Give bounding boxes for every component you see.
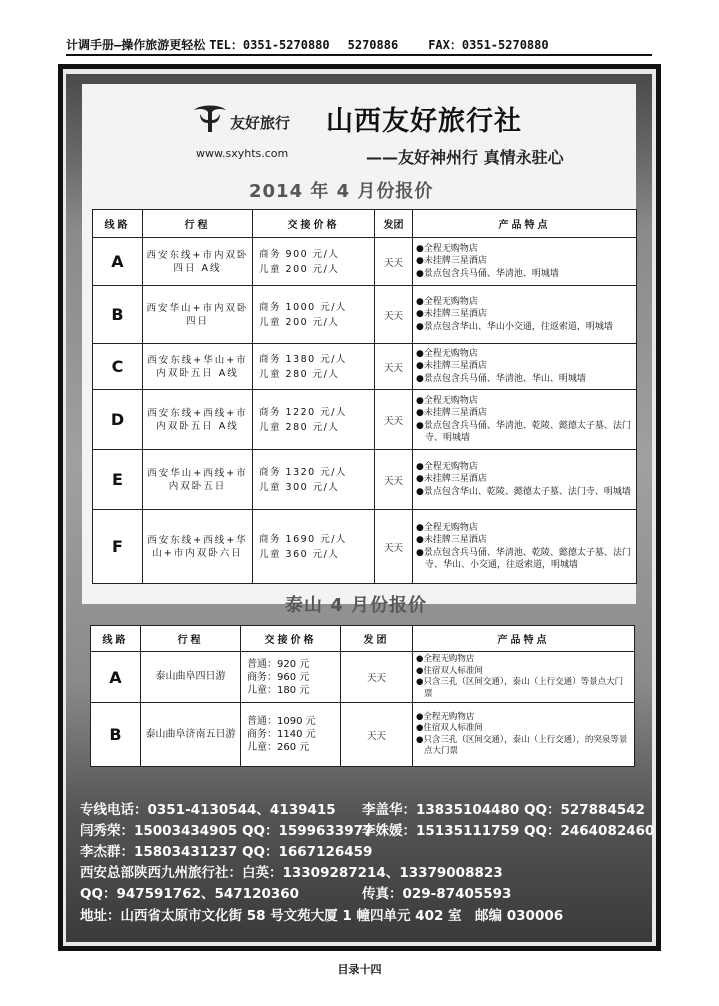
- page-number: 目录十四: [337, 963, 382, 976]
- tel-number-1: 0351-5270880: [242, 38, 330, 52]
- business-price: 商务：960 元: [247, 671, 310, 683]
- depart-cell: 天天: [375, 238, 413, 286]
- child-price: 儿童 200 元/人: [259, 316, 340, 328]
- fax-contact: 传真：029-87405593: [362, 886, 512, 902]
- feature-item: ●全程无购物店: [416, 654, 475, 664]
- qq-contact: QQ：947591762、547120360: [80, 886, 300, 902]
- business-price: 商务：1140 元: [247, 729, 316, 740]
- line-code: A: [91, 652, 141, 703]
- adult-price: 商务 1690 元/人: [259, 533, 347, 545]
- adult-price: 商务 1000 元/人: [259, 301, 347, 313]
- adult-price: 商务 1320 元/人: [259, 466, 347, 478]
- feature-item: ●景点包含兵马俑、华清池、明城墙: [416, 268, 559, 279]
- tel-label: TEL：: [209, 38, 243, 52]
- table-header-row: [91, 626, 635, 652]
- feature-item: ●全程无购物店: [416, 243, 478, 254]
- line-code: B: [93, 286, 143, 344]
- feature-item: ●全程无购物店: [416, 348, 478, 359]
- feature-item: ●住宿双人标准间: [416, 665, 483, 676]
- line-code: D: [93, 390, 143, 450]
- hotline: 专线电话：0351-4130544、4139415: [80, 802, 336, 818]
- feature-item: ●全程无购物店: [416, 711, 475, 722]
- taishan-price-table: [90, 625, 635, 767]
- col-header-depart: 发团: [341, 626, 413, 652]
- child-price: 儿童 200 元/人: [259, 263, 340, 275]
- contact-li-jiequn: 李杰群：15803431237 QQ：1667126459: [80, 844, 373, 860]
- table-row: [93, 238, 637, 286]
- price-cell: [253, 344, 375, 390]
- price-cell: [253, 510, 375, 584]
- line-code: C: [93, 344, 143, 390]
- features-cell: [413, 510, 637, 584]
- child-price: 儿童：180 元: [247, 684, 310, 696]
- header-title: 计调手册—操作旅游更轻松: [66, 38, 206, 52]
- feature-item: ●景点包含兵马俑、华清池、乾陵、懿德太子墓、法门寺、明城墙: [416, 420, 631, 443]
- child-price: 儿童 360 元/人: [259, 548, 340, 560]
- col-header-price: 交接价格: [241, 626, 341, 652]
- features-cell: [413, 390, 637, 450]
- col-header-route: 行程: [141, 626, 241, 652]
- col-header-price: 交接价格: [253, 210, 375, 238]
- contact-li-gaihua: 李盖华：13835104480 QQ：527884542: [362, 802, 646, 818]
- features-cell: [413, 238, 637, 286]
- line-code: E: [93, 450, 143, 510]
- features-cell: [413, 652, 635, 703]
- feature-item: ●未挂牌三星酒店: [416, 256, 487, 267]
- depart-cell: 天天: [341, 652, 413, 703]
- price-cell: [241, 703, 341, 767]
- child-price: 儿童：260 元: [247, 742, 310, 753]
- agency-name: 山西友好旅行社: [326, 106, 522, 137]
- feature-item: ●景点包含兵马俑、华清池、华山、明城墙: [416, 373, 586, 384]
- tel-number-2: 5270886: [347, 38, 399, 52]
- page-header: [66, 36, 652, 56]
- table-row: [91, 652, 635, 703]
- depart-cell: 天天: [375, 450, 413, 510]
- child-price: 儿童 280 元/人: [259, 421, 340, 433]
- table-row: [93, 510, 637, 584]
- line-code: B: [91, 703, 141, 767]
- col-header-features: 产品特点: [413, 210, 637, 238]
- route-cell: 西安东线+市内双卧四日 A线: [143, 238, 253, 286]
- depart-cell: 天天: [375, 286, 413, 344]
- col-header-features: 产品特点: [413, 626, 635, 652]
- adult-price: 商务 1380 元/人: [259, 353, 347, 365]
- feature-item: ●未挂牌三星酒店: [416, 474, 487, 485]
- feature-item: ●未挂牌三星酒店: [416, 361, 487, 372]
- route-cell: 西安东线+西线+市内双卧五日 A线: [143, 390, 253, 450]
- table-row: [93, 390, 637, 450]
- price-cell: [253, 286, 375, 344]
- xian-agency-contact: 西安总部陕西九州旅行社：白英：13309287214、13379008823: [80, 865, 503, 881]
- feature-item: ●全程无购物店: [416, 461, 478, 472]
- route-cell: 西安华山+市内双卧四日: [143, 286, 253, 344]
- depart-cell: 天天: [341, 703, 413, 767]
- depart-cell: 天天: [375, 344, 413, 390]
- regular-price: 普通：1090 元: [247, 716, 316, 727]
- features-cell: [413, 450, 637, 510]
- child-price: 儿童 280 元/人: [259, 368, 340, 380]
- route-cell: 西安东线+华山+市内双卧五日 A线: [143, 344, 253, 390]
- features-cell: [413, 286, 637, 344]
- feature-item: ●全程无购物店: [416, 296, 478, 307]
- feature-item: ●只含三孔（区间交通），泰山（上行交通）等景点大门票: [416, 677, 624, 699]
- col-header-route: 行程: [143, 210, 253, 238]
- xian-price-table: [92, 209, 637, 584]
- taishan-price-title: 泰山 4 月份报价: [285, 595, 428, 616]
- table-header-row: [93, 210, 637, 238]
- route-cell: 西安华山+西线+市内双卧五日: [143, 450, 253, 510]
- fax-number: 0351-5270880: [461, 38, 549, 52]
- price-cell: [253, 450, 375, 510]
- table-row: [93, 450, 637, 510]
- fax-label: FAX：: [428, 38, 462, 52]
- features-cell: [413, 344, 637, 390]
- feature-item: ●景点包含兵马俑、华清池、乾陵、懿德太子墓、法门寺、华山、小交通，往返索道，明城墙: [416, 547, 631, 570]
- logo-text: 友好旅行: [230, 114, 291, 132]
- feature-item: ●全程无购物店: [416, 522, 478, 533]
- table-row: [93, 344, 637, 390]
- feature-item: ●住宿双人标准间: [416, 723, 483, 733]
- child-price: 儿童 300 元/人: [259, 481, 340, 493]
- agency-logo-icon: [192, 102, 228, 134]
- depart-cell: 天天: [375, 510, 413, 584]
- table-row: [91, 703, 635, 767]
- feature-item: ●景点包含华山、华山小交通，往返索道，明城墙: [416, 321, 613, 332]
- route-cell: 泰山曲阜济南五日游: [141, 703, 241, 767]
- col-header-line: 线路: [91, 626, 141, 652]
- depart-cell: 天天: [375, 390, 413, 450]
- xian-price-title: 2014 年 4 月份报价: [249, 181, 434, 202]
- feature-item: ●只含三孔（区间交通），泰山（上行交通），的突泉等景点大门票: [416, 734, 628, 756]
- price-cell: [253, 238, 375, 286]
- line-code: A: [93, 238, 143, 286]
- route-cell: 泰山曲阜四日游: [141, 652, 241, 703]
- line-code: F: [93, 510, 143, 584]
- address: 地址：山西省太原市文化街 58 号文苑大厦 1 幢四单元 402 室 邮编 030006: [80, 908, 564, 924]
- agency-slogan: ——友好神州行 真情永驻心: [366, 148, 564, 167]
- col-header-line: 线路: [93, 210, 143, 238]
- feature-item: ●未挂牌三星酒店: [416, 535, 487, 545]
- feature-item: ●全程无购物店: [416, 395, 478, 406]
- contact-yan-xiurong: 闫秀荣：15003434905 QQ：1599633977: [80, 823, 373, 839]
- regular-price: 普通：920 元: [247, 658, 310, 670]
- route-cell: 西安东线+西线+华山+市内双卧六日: [143, 510, 253, 584]
- feature-item: ●未挂牌三星酒店: [416, 408, 487, 418]
- table-row: [93, 286, 637, 344]
- feature-item: ●未挂牌三星酒店: [416, 309, 487, 320]
- price-cell: [241, 652, 341, 703]
- col-header-depart: 发团: [375, 210, 413, 238]
- contact-li-shuyuan: 李姝媛：15135111759 QQ：2464082460: [362, 823, 655, 839]
- features-cell: [413, 703, 635, 767]
- adult-price: 商务 1220 元/人: [259, 406, 347, 418]
- website-url[interactable]: www.sxyhts.com: [196, 147, 289, 160]
- adult-price: 商务 900 元/人: [259, 248, 340, 260]
- feature-item: ●景点包含华山、乾陵、懿德太子墓、法门寺、明城墙: [416, 486, 631, 497]
- price-cell: [253, 390, 375, 450]
